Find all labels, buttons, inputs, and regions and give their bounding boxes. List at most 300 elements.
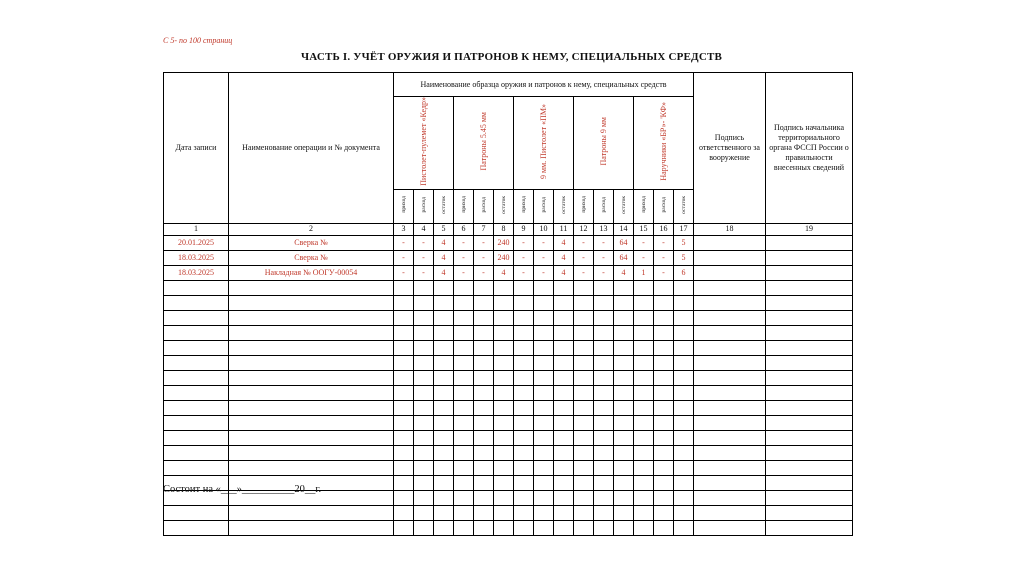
empty-cell[interactable] — [554, 340, 574, 355]
empty-cell[interactable] — [634, 280, 654, 295]
empty-cell[interactable] — [514, 415, 534, 430]
empty-cell[interactable] — [454, 520, 474, 535]
empty-cell[interactable] — [229, 520, 394, 535]
empty-cell[interactable] — [164, 430, 229, 445]
empty-cell[interactable] — [614, 505, 634, 520]
empty-cell[interactable] — [454, 385, 474, 400]
empty-cell[interactable] — [494, 430, 514, 445]
empty-cell[interactable] — [574, 370, 594, 385]
empty-cell[interactable] — [554, 400, 574, 415]
empty-cell[interactable] — [654, 310, 674, 325]
empty-cell[interactable] — [394, 295, 414, 310]
empty-cell[interactable] — [766, 310, 853, 325]
empty-cell[interactable] — [594, 340, 614, 355]
empty-cell[interactable] — [674, 385, 694, 400]
empty-cell[interactable] — [534, 520, 554, 535]
empty-cell[interactable] — [594, 415, 614, 430]
empty-cell[interactable] — [454, 370, 474, 385]
empty-cell[interactable] — [474, 490, 494, 505]
empty-cell[interactable] — [434, 415, 454, 430]
empty-cell[interactable] — [494, 340, 514, 355]
empty-cell[interactable] — [454, 400, 474, 415]
empty-cell[interactable] — [534, 355, 554, 370]
empty-cell[interactable] — [534, 340, 554, 355]
empty-cell[interactable] — [494, 520, 514, 535]
empty-cell[interactable] — [634, 490, 654, 505]
empty-cell[interactable] — [434, 460, 454, 475]
empty-cell[interactable] — [474, 475, 494, 490]
empty-cell[interactable] — [474, 355, 494, 370]
empty-cell[interactable] — [634, 310, 654, 325]
empty-cell[interactable] — [164, 355, 229, 370]
empty-cell[interactable] — [634, 400, 654, 415]
empty-cell[interactable] — [394, 400, 414, 415]
empty-cell[interactable] — [574, 415, 594, 430]
empty-cell[interactable] — [494, 355, 514, 370]
empty-cell[interactable] — [394, 385, 414, 400]
empty-cell[interactable] — [434, 325, 454, 340]
empty-cell[interactable] — [434, 505, 454, 520]
empty-cell[interactable] — [494, 475, 514, 490]
empty-cell[interactable] — [434, 370, 454, 385]
empty-cell[interactable] — [229, 385, 394, 400]
empty-cell[interactable] — [554, 490, 574, 505]
empty-cell[interactable] — [534, 415, 554, 430]
empty-cell[interactable] — [694, 520, 766, 535]
empty-cell[interactable] — [229, 340, 394, 355]
empty-cell[interactable] — [394, 520, 414, 535]
empty-cell[interactable] — [694, 355, 766, 370]
empty-cell[interactable] — [394, 415, 414, 430]
empty-cell[interactable] — [534, 505, 554, 520]
empty-cell[interactable] — [574, 505, 594, 520]
empty-cell[interactable] — [554, 325, 574, 340]
empty-cell[interactable] — [574, 520, 594, 535]
empty-cell[interactable] — [494, 310, 514, 325]
empty-cell[interactable] — [229, 505, 394, 520]
empty-cell[interactable] — [766, 460, 853, 475]
empty-cell[interactable] — [594, 400, 614, 415]
empty-cell[interactable] — [494, 400, 514, 415]
empty-cell[interactable] — [229, 310, 394, 325]
empty-cell[interactable] — [454, 340, 474, 355]
empty-cell[interactable] — [654, 295, 674, 310]
empty-cell[interactable] — [454, 430, 474, 445]
empty-cell[interactable] — [574, 430, 594, 445]
empty-cell[interactable] — [674, 325, 694, 340]
empty-cell[interactable] — [414, 415, 434, 430]
empty-cell[interactable] — [164, 415, 229, 430]
empty-cell[interactable] — [554, 355, 574, 370]
empty-cell[interactable] — [454, 295, 474, 310]
empty-cell[interactable] — [514, 490, 534, 505]
empty-cell[interactable] — [394, 325, 414, 340]
empty-cell[interactable] — [594, 355, 614, 370]
empty-cell[interactable] — [554, 295, 574, 310]
empty-cell[interactable] — [454, 460, 474, 475]
empty-cell[interactable] — [164, 325, 229, 340]
empty-cell[interactable] — [614, 430, 634, 445]
empty-cell[interactable] — [534, 430, 554, 445]
empty-cell[interactable] — [674, 370, 694, 385]
empty-cell[interactable] — [434, 280, 454, 295]
empty-cell[interactable] — [634, 325, 654, 340]
empty-cell[interactable] — [414, 490, 434, 505]
empty-cell[interactable] — [694, 340, 766, 355]
empty-cell[interactable] — [474, 370, 494, 385]
empty-cell[interactable] — [394, 430, 414, 445]
empty-cell[interactable] — [766, 415, 853, 430]
empty-cell[interactable] — [574, 475, 594, 490]
empty-cell[interactable] — [634, 475, 654, 490]
empty-cell[interactable] — [229, 445, 394, 460]
empty-cell[interactable] — [634, 415, 654, 430]
empty-cell[interactable] — [414, 400, 434, 415]
empty-cell[interactable] — [554, 415, 574, 430]
empty-cell[interactable] — [514, 460, 534, 475]
empty-cell[interactable] — [434, 430, 454, 445]
signature-cell[interactable] — [694, 235, 766, 250]
empty-cell[interactable] — [229, 355, 394, 370]
empty-cell[interactable] — [494, 460, 514, 475]
empty-cell[interactable] — [454, 355, 474, 370]
empty-cell[interactable] — [634, 460, 654, 475]
empty-cell[interactable] — [766, 430, 853, 445]
empty-cell[interactable] — [164, 385, 229, 400]
empty-cell[interactable] — [634, 355, 654, 370]
empty-cell[interactable] — [454, 280, 474, 295]
empty-cell[interactable] — [694, 430, 766, 445]
empty-cell[interactable] — [164, 460, 229, 475]
empty-cell[interactable] — [574, 310, 594, 325]
empty-cell[interactable] — [594, 295, 614, 310]
empty-cell[interactable] — [229, 370, 394, 385]
empty-cell[interactable] — [454, 325, 474, 340]
empty-cell[interactable] — [164, 280, 229, 295]
empty-cell[interactable] — [534, 490, 554, 505]
empty-cell[interactable] — [534, 325, 554, 340]
empty-cell[interactable] — [654, 280, 674, 295]
empty-cell[interactable] — [494, 445, 514, 460]
empty-cell[interactable] — [454, 445, 474, 460]
empty-cell[interactable] — [634, 505, 654, 520]
empty-cell[interactable] — [434, 385, 454, 400]
empty-cell[interactable] — [694, 475, 766, 490]
empty-cell[interactable] — [514, 430, 534, 445]
empty-cell[interactable] — [654, 520, 674, 535]
empty-cell[interactable] — [554, 460, 574, 475]
empty-cell[interactable] — [654, 355, 674, 370]
empty-cell[interactable] — [694, 295, 766, 310]
empty-cell[interactable] — [694, 445, 766, 460]
empty-cell[interactable] — [654, 460, 674, 475]
empty-cell[interactable] — [164, 340, 229, 355]
empty-cell[interactable] — [434, 445, 454, 460]
empty-cell[interactable] — [614, 445, 634, 460]
empty-cell[interactable] — [614, 415, 634, 430]
empty-cell[interactable] — [394, 310, 414, 325]
empty-cell[interactable] — [394, 460, 414, 475]
empty-cell[interactable] — [514, 370, 534, 385]
empty-cell[interactable] — [434, 490, 454, 505]
empty-cell[interactable] — [414, 445, 434, 460]
empty-cell[interactable] — [474, 340, 494, 355]
empty-cell[interactable] — [574, 355, 594, 370]
empty-cell[interactable] — [634, 385, 654, 400]
empty-cell[interactable] — [674, 340, 694, 355]
empty-cell[interactable] — [514, 295, 534, 310]
empty-cell[interactable] — [654, 490, 674, 505]
empty-cell[interactable] — [766, 475, 853, 490]
empty-cell[interactable] — [614, 475, 634, 490]
empty-cell[interactable] — [766, 445, 853, 460]
empty-cell[interactable] — [474, 310, 494, 325]
empty-cell[interactable] — [474, 445, 494, 460]
empty-cell[interactable] — [766, 505, 853, 520]
empty-cell[interactable] — [766, 400, 853, 415]
empty-cell[interactable] — [766, 490, 853, 505]
empty-cell[interactable] — [474, 295, 494, 310]
empty-cell[interactable] — [534, 310, 554, 325]
empty-cell[interactable] — [534, 400, 554, 415]
empty-cell[interactable] — [164, 400, 229, 415]
empty-cell[interactable] — [694, 505, 766, 520]
empty-cell[interactable] — [514, 385, 534, 400]
empty-cell[interactable] — [674, 505, 694, 520]
empty-cell[interactable] — [414, 505, 434, 520]
empty-cell[interactable] — [614, 340, 634, 355]
empty-cell[interactable] — [494, 385, 514, 400]
empty-cell[interactable] — [414, 280, 434, 295]
empty-cell[interactable] — [434, 475, 454, 490]
empty-cell[interactable] — [574, 340, 594, 355]
empty-cell[interactable] — [674, 460, 694, 475]
empty-cell[interactable] — [229, 400, 394, 415]
empty-cell[interactable] — [694, 400, 766, 415]
empty-cell[interactable] — [594, 385, 614, 400]
empty-cell[interactable] — [434, 310, 454, 325]
empty-cell[interactable] — [514, 280, 534, 295]
empty-cell[interactable] — [694, 490, 766, 505]
empty-cell[interactable] — [229, 460, 394, 475]
empty-cell[interactable] — [614, 325, 634, 340]
empty-cell[interactable] — [514, 475, 534, 490]
empty-cell[interactable] — [574, 490, 594, 505]
empty-cell[interactable] — [514, 400, 534, 415]
empty-cell[interactable] — [474, 280, 494, 295]
empty-cell[interactable] — [534, 460, 554, 475]
empty-cell[interactable] — [164, 295, 229, 310]
empty-cell[interactable] — [494, 295, 514, 310]
empty-cell[interactable] — [394, 490, 414, 505]
empty-cell[interactable] — [594, 370, 614, 385]
empty-cell[interactable] — [414, 355, 434, 370]
empty-cell[interactable] — [414, 295, 434, 310]
empty-cell[interactable] — [594, 460, 614, 475]
empty-cell[interactable] — [534, 280, 554, 295]
empty-cell[interactable] — [574, 385, 594, 400]
empty-cell[interactable] — [766, 355, 853, 370]
empty-cell[interactable] — [474, 520, 494, 535]
empty-cell[interactable] — [514, 505, 534, 520]
empty-cell[interactable] — [494, 325, 514, 340]
empty-cell[interactable] — [634, 430, 654, 445]
empty-cell[interactable] — [414, 475, 434, 490]
empty-cell[interactable] — [514, 520, 534, 535]
empty-cell[interactable] — [694, 280, 766, 295]
empty-cell[interactable] — [654, 340, 674, 355]
empty-cell[interactable] — [554, 445, 574, 460]
empty-cell[interactable] — [574, 280, 594, 295]
empty-cell[interactable] — [674, 520, 694, 535]
empty-cell[interactable] — [674, 400, 694, 415]
empty-cell[interactable] — [594, 520, 614, 535]
empty-cell[interactable] — [634, 445, 654, 460]
empty-cell[interactable] — [164, 445, 229, 460]
empty-cell[interactable] — [164, 370, 229, 385]
empty-cell[interactable] — [634, 370, 654, 385]
empty-cell[interactable] — [554, 505, 574, 520]
empty-cell[interactable] — [494, 370, 514, 385]
empty-cell[interactable] — [614, 355, 634, 370]
empty-cell[interactable] — [474, 430, 494, 445]
empty-cell[interactable] — [694, 310, 766, 325]
empty-cell[interactable] — [766, 295, 853, 310]
empty-cell[interactable] — [694, 325, 766, 340]
empty-cell[interactable] — [414, 385, 434, 400]
empty-cell[interactable] — [434, 340, 454, 355]
empty-cell[interactable] — [654, 430, 674, 445]
empty-cell[interactable] — [614, 490, 634, 505]
empty-cell[interactable] — [414, 310, 434, 325]
empty-cell[interactable] — [614, 280, 634, 295]
empty-cell[interactable] — [474, 505, 494, 520]
empty-cell[interactable] — [514, 340, 534, 355]
empty-cell[interactable] — [674, 415, 694, 430]
empty-cell[interactable] — [614, 310, 634, 325]
empty-cell[interactable] — [634, 295, 654, 310]
empty-cell[interactable] — [766, 520, 853, 535]
empty-cell[interactable] — [674, 490, 694, 505]
empty-cell[interactable] — [514, 310, 534, 325]
empty-cell[interactable] — [494, 490, 514, 505]
empty-cell[interactable] — [594, 430, 614, 445]
empty-cell[interactable] — [414, 430, 434, 445]
empty-cell[interactable] — [394, 340, 414, 355]
empty-cell[interactable] — [434, 400, 454, 415]
empty-cell[interactable] — [394, 280, 414, 295]
empty-cell[interactable] — [434, 295, 454, 310]
empty-cell[interactable] — [534, 475, 554, 490]
empty-cell[interactable] — [594, 310, 614, 325]
empty-cell[interactable] — [594, 325, 614, 340]
empty-cell[interactable] — [164, 505, 229, 520]
empty-cell[interactable] — [674, 310, 694, 325]
empty-cell[interactable] — [229, 430, 394, 445]
empty-cell[interactable] — [229, 415, 394, 430]
empty-cell[interactable] — [766, 280, 853, 295]
empty-cell[interactable] — [534, 385, 554, 400]
empty-cell[interactable] — [694, 460, 766, 475]
empty-cell[interactable] — [574, 400, 594, 415]
signature-cell[interactable] — [694, 265, 766, 280]
empty-cell[interactable] — [494, 280, 514, 295]
empty-cell[interactable] — [394, 475, 414, 490]
empty-cell[interactable] — [674, 295, 694, 310]
empty-cell[interactable] — [654, 505, 674, 520]
empty-cell[interactable] — [654, 445, 674, 460]
empty-cell[interactable] — [164, 310, 229, 325]
empty-cell[interactable] — [654, 475, 674, 490]
empty-cell[interactable] — [554, 520, 574, 535]
empty-cell[interactable] — [454, 475, 474, 490]
empty-cell[interactable] — [674, 280, 694, 295]
empty-cell[interactable] — [554, 280, 574, 295]
empty-cell[interactable] — [614, 295, 634, 310]
empty-cell[interactable] — [554, 370, 574, 385]
empty-cell[interactable] — [654, 385, 674, 400]
empty-cell[interactable] — [614, 385, 634, 400]
empty-cell[interactable] — [474, 385, 494, 400]
empty-cell[interactable] — [474, 325, 494, 340]
empty-cell[interactable] — [454, 415, 474, 430]
empty-cell[interactable] — [614, 460, 634, 475]
empty-cell[interactable] — [414, 460, 434, 475]
empty-cell[interactable] — [394, 355, 414, 370]
empty-cell[interactable] — [434, 520, 454, 535]
empty-cell[interactable] — [414, 325, 434, 340]
signature-cell[interactable] — [766, 265, 853, 280]
empty-cell[interactable] — [614, 400, 634, 415]
empty-cell[interactable] — [414, 370, 434, 385]
empty-cell[interactable] — [394, 505, 414, 520]
empty-cell[interactable] — [574, 445, 594, 460]
empty-cell[interactable] — [594, 505, 614, 520]
empty-cell[interactable] — [494, 415, 514, 430]
signature-cell[interactable] — [766, 250, 853, 265]
empty-cell[interactable] — [694, 415, 766, 430]
empty-cell[interactable] — [394, 445, 414, 460]
empty-cell[interactable] — [654, 370, 674, 385]
empty-cell[interactable] — [454, 310, 474, 325]
empty-cell[interactable] — [554, 430, 574, 445]
empty-cell[interactable] — [229, 325, 394, 340]
empty-cell[interactable] — [614, 370, 634, 385]
empty-cell[interactable] — [634, 340, 654, 355]
empty-cell[interactable] — [574, 325, 594, 340]
empty-cell[interactable] — [514, 355, 534, 370]
empty-cell[interactable] — [474, 460, 494, 475]
empty-cell[interactable] — [654, 325, 674, 340]
empty-cell[interactable] — [694, 370, 766, 385]
empty-cell[interactable] — [534, 295, 554, 310]
empty-cell[interactable] — [766, 325, 853, 340]
empty-cell[interactable] — [674, 445, 694, 460]
empty-cell[interactable] — [554, 475, 574, 490]
empty-cell[interactable] — [164, 520, 229, 535]
empty-cell[interactable] — [654, 415, 674, 430]
empty-cell[interactable] — [494, 505, 514, 520]
empty-cell[interactable] — [766, 370, 853, 385]
empty-cell[interactable] — [554, 385, 574, 400]
empty-cell[interactable] — [694, 385, 766, 400]
empty-cell[interactable] — [674, 355, 694, 370]
empty-cell[interactable] — [614, 520, 634, 535]
empty-cell[interactable] — [514, 325, 534, 340]
empty-cell[interactable] — [394, 370, 414, 385]
empty-cell[interactable] — [474, 400, 494, 415]
empty-cell[interactable] — [594, 445, 614, 460]
